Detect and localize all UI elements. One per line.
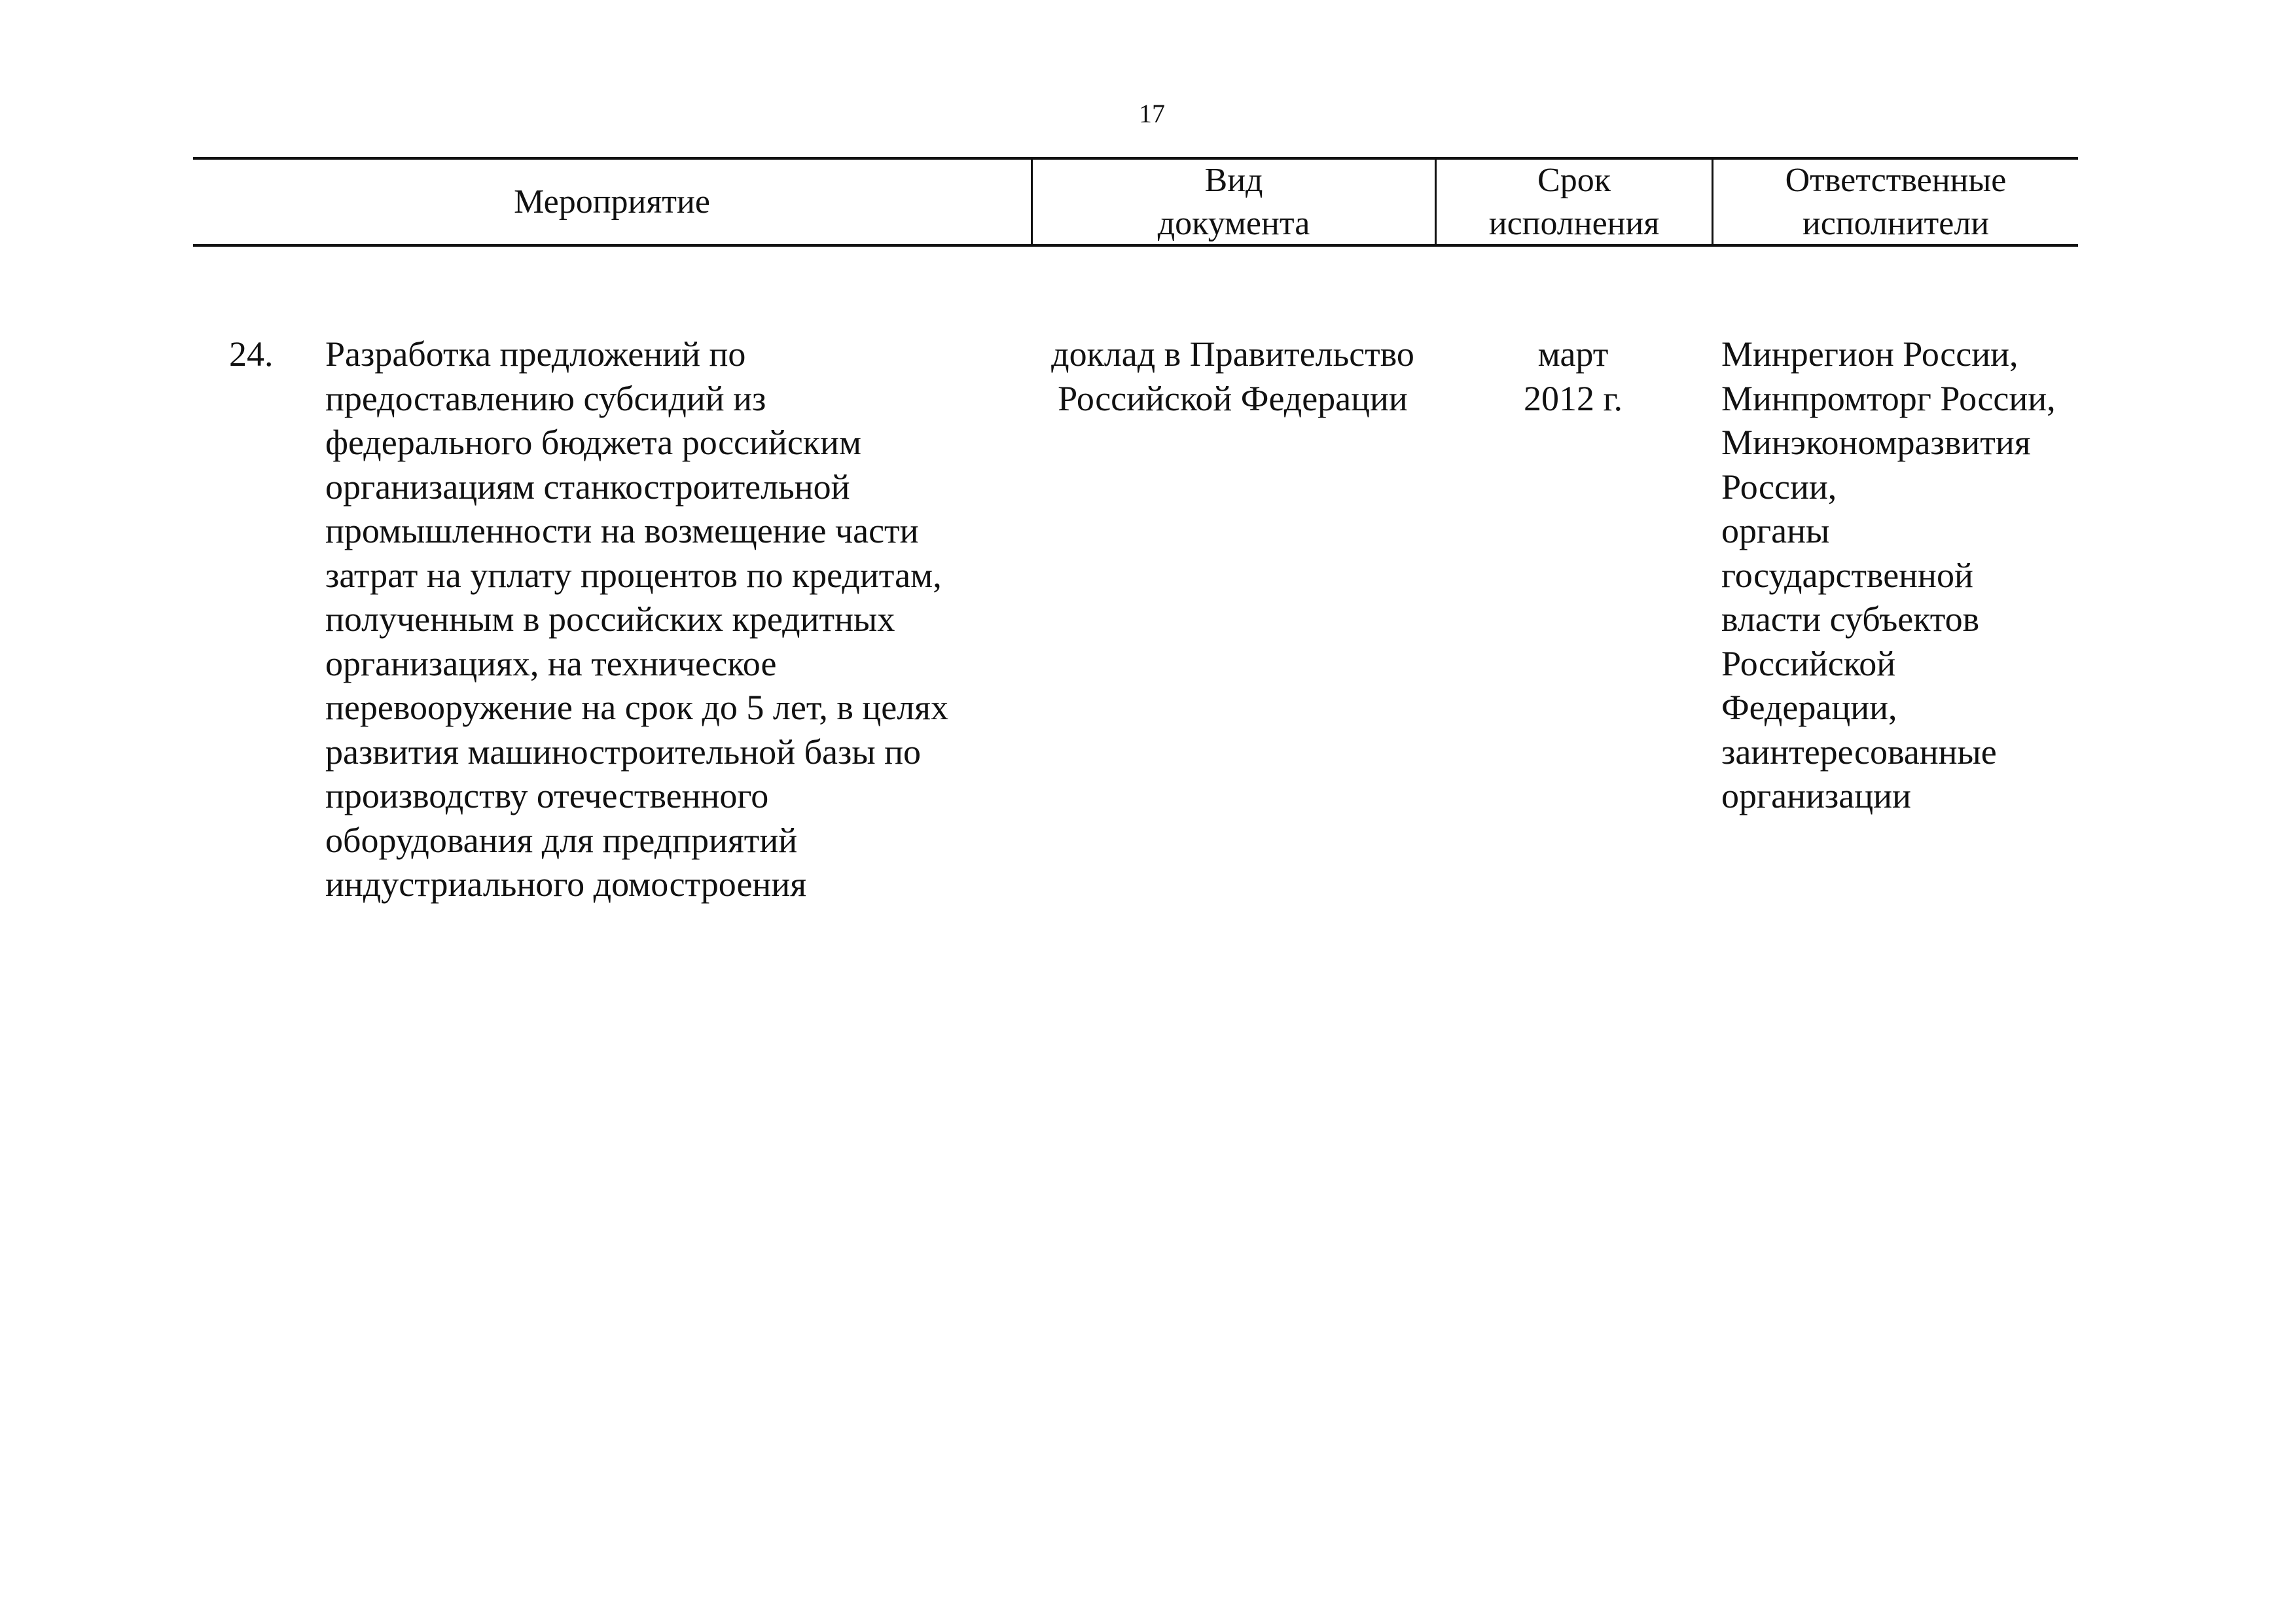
- event-line: перевооружение на срок до 5 лет, в целях: [325, 688, 949, 727]
- row-deadline: [1435, 332, 1712, 421]
- responsible-line: государственной: [1721, 555, 1973, 595]
- responsible-line: органы: [1721, 511, 1830, 550]
- header-responsible-line: Ответственные: [1785, 161, 2007, 199]
- header-responsible: [1712, 160, 2078, 244]
- header-doc-type: [1031, 160, 1435, 244]
- event-line: производству отечественного: [325, 776, 769, 815]
- responsible-line: Минрегион России,: [1721, 334, 2018, 374]
- responsible-line: России,: [1721, 467, 1837, 507]
- responsible-line: заинтересованные: [1721, 732, 1997, 772]
- event-line: промышленности на возмещение части: [325, 511, 919, 550]
- row-number: 24.: [229, 334, 274, 374]
- responsible-line: организации: [1721, 776, 1911, 815]
- deadline-line: 2012 г.: [1523, 378, 1623, 418]
- event-line: федерального бюджета российским: [325, 423, 862, 462]
- header-event-label: Мероприятие: [514, 183, 710, 221]
- header-doc-type-line: документа: [1157, 204, 1310, 242]
- responsible-line: власти субъектов: [1721, 599, 1980, 639]
- header-deadline-line: исполнения: [1488, 204, 1660, 242]
- table-header: [193, 157, 2078, 247]
- header-deadline: [1435, 160, 1712, 244]
- event-line: индустриального домостроения: [325, 865, 807, 904]
- responsible-line: Российской: [1721, 643, 1896, 683]
- event-line: затрат на уплату процентов по кредитам,: [325, 555, 942, 595]
- event-line: организациях, на техническое: [325, 643, 777, 683]
- event-line: развития машиностроительной базы по: [325, 732, 922, 772]
- responsible-line: Минпромторг России,: [1721, 378, 2056, 418]
- row-event: [325, 332, 1045, 907]
- event-line: предоставлению субсидий из: [325, 378, 766, 418]
- page-number: 17: [1139, 99, 1165, 128]
- event-line: организациям станкостроительной: [325, 467, 850, 507]
- event-line: оборудования для предприятий: [325, 820, 798, 860]
- deadline-line: март: [1537, 334, 1609, 374]
- responsible-line: Минэкономразвития: [1721, 423, 2031, 462]
- header-event: [193, 160, 1031, 244]
- header-deadline-line: Срок: [1537, 161, 1611, 199]
- header-responsible-line: исполнители: [1802, 204, 1990, 242]
- doc-type-line: доклад в Правительство: [1051, 334, 1414, 374]
- doc-type-line: Российской Федерации: [1058, 378, 1408, 418]
- row-responsible: [1721, 332, 2114, 819]
- event-line: полученным в российских кредитных: [325, 599, 895, 639]
- event-line: Разработка предложений по: [325, 334, 746, 374]
- row-doc-type: [1031, 332, 1435, 421]
- responsible-line: Федерации,: [1721, 688, 1897, 727]
- header-doc-type-line: Вид: [1204, 161, 1263, 199]
